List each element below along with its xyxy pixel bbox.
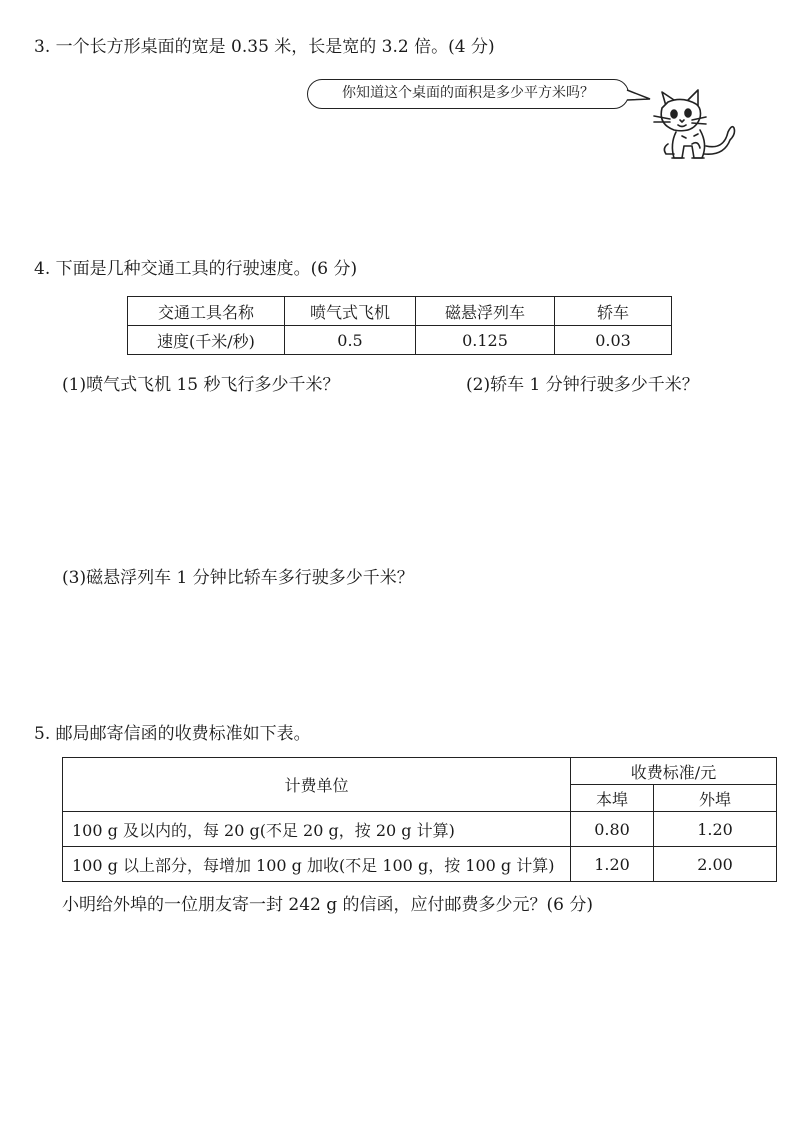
table-cell: 100 g 及以内的，每 20 g(不足 20 g，按 20 g 计算)	[63, 812, 571, 847]
table-header-cell: 收费标准/元	[571, 758, 777, 785]
question-4-sub-3: (3)磁悬浮列车 1 分钟比轿车多行驶多少千米？	[62, 568, 414, 588]
table-cell: 0.5	[285, 326, 416, 355]
table-row	[128, 297, 672, 326]
question-4-sub-2: (2)轿车 1 分钟行驶多少千米？	[466, 375, 699, 395]
table-cell: 100 g 以上部分，每增加 100 g 加收(不足 100 g，按 100 g 计算)	[63, 847, 571, 882]
table-header-cell: 外埠	[654, 785, 777, 812]
table-header-cell: 交通工具名称	[128, 297, 285, 326]
table-header-cell: 磁悬浮列车	[416, 297, 555, 326]
table-header-cell: 本埠	[571, 785, 654, 812]
question-5-question: 小明给外埠的一位朋友寄一封 242 g 的信函，应付邮费多少元？(6 分)	[62, 895, 594, 915]
table-header-cell: 计费单位	[63, 758, 571, 812]
table-cell: 0.125	[416, 326, 555, 355]
question-4-sub-1: (1)喷气式飞机 15 秒飞行多少千米？	[62, 375, 340, 395]
table-row	[128, 326, 672, 355]
table-cell: 0.03	[555, 326, 672, 355]
table-cell: 0.80	[571, 812, 654, 847]
table-cell: 2.00	[654, 847, 777, 882]
table-row	[63, 812, 777, 847]
table-row	[63, 758, 777, 785]
question-3-text: 3. 一个长方形桌面的宽是 0.35 米，长是宽的 3.2 倍。(4 分)	[34, 37, 495, 57]
question-4-text: 4. 下面是几种交通工具的行驶速度。(6 分)	[34, 259, 358, 279]
question-5-text: 5. 邮局邮寄信函的收费标准如下表。	[34, 724, 311, 744]
table-cell: 1.20	[571, 847, 654, 882]
table-cell: 1.20	[654, 812, 777, 847]
speech-bubble: 你知道这个桌面的面积是多少平方米吗？	[307, 79, 629, 109]
table-header-cell: 喷气式飞机	[285, 297, 416, 326]
table-header-cell: 轿车	[555, 297, 672, 326]
table-row	[63, 847, 777, 882]
table-cell: 速度(千米/秒)	[128, 326, 285, 355]
speed-table	[127, 296, 672, 355]
postage-table	[62, 757, 777, 882]
cat-cartoon-icon	[648, 84, 738, 164]
